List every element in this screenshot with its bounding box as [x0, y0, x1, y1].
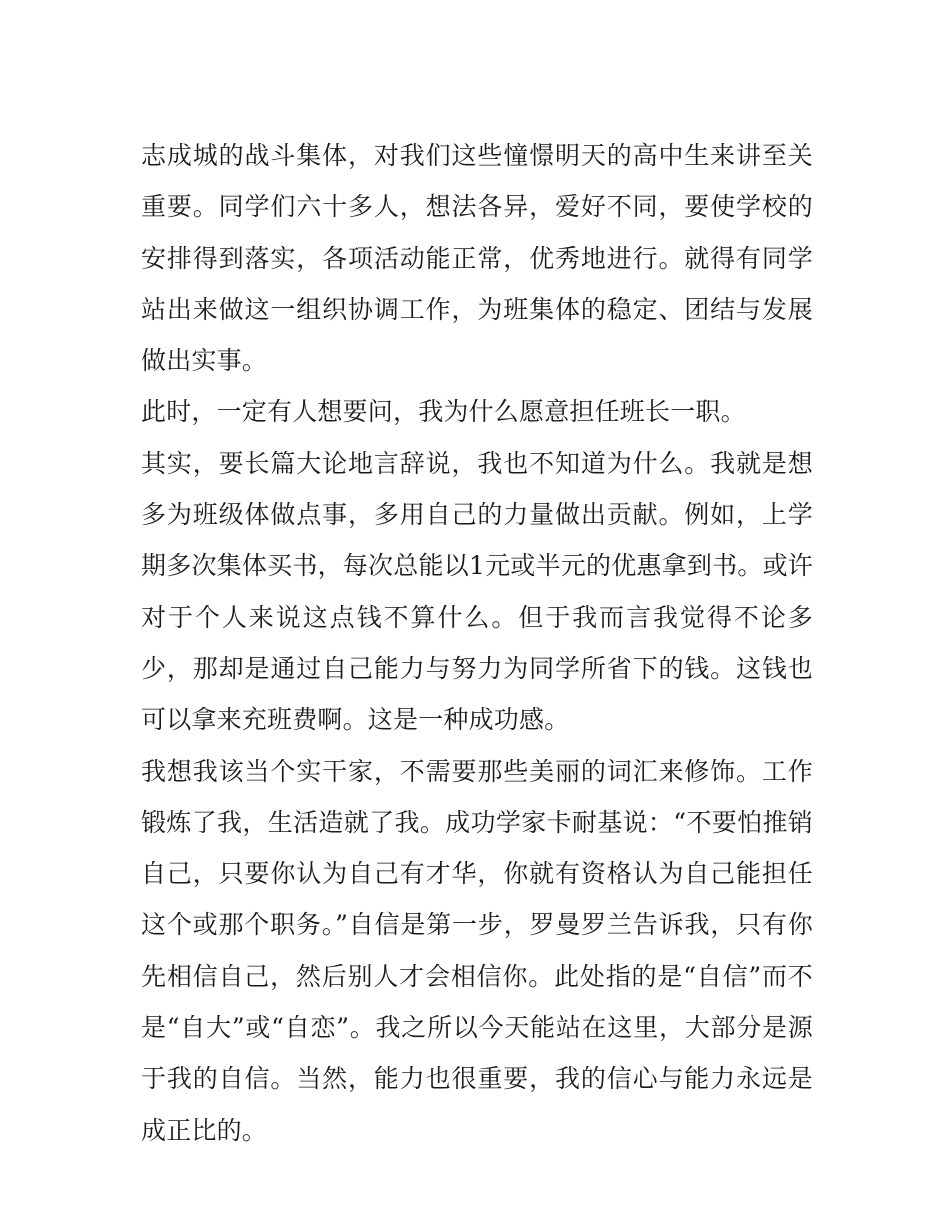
document-body — [141, 130, 813, 1156]
paragraph-2: 此时，一定有人想要问，我为什么愿意担任班长一职。 — [141, 397, 746, 427]
paragraph-3: 其实，要长篇大论地言辞说，我也不知道为什么。我就是想多为班级体做点事，多用自己的力量做出贡献。例如，上学期多次集体买书，每次总能以1元或半元的优惠拿到书。或许对于个人来说这点钱不算什么。但于我而言我觉得不论多少，那却是通过自己能力与努力为同学所省下的钱。这钱也可以拿来充班费啊。这是一种成功感。 — [141, 448, 813, 735]
paragraph-4: 我想我该当个实干家，不需要那些美丽的词汇来修饰。工作锻炼了我，生活造就了我。成功学家卡耐基说：“不要怕推销自己，只要你认为自己有才华，你就有资格认为自己能担任这个或那个职务。”自信是第一步，罗曼罗兰告诉我，只有你先相信自己，然后别人才会相信你。此处指的是“自信”而不是“自大”或“自恋”。我之所以今天能站在这里，大部分是源于我的自信。当然，能力也很重要，我的信心与能力永远是成正比的。 — [141, 756, 813, 1145]
paragraph-1: 志成城的战斗集体，对我们这些憧憬明天的高中生来讲至关重要。同学们六十多人，想法各异，爱好不同，要使学校的安排得到落实，各项活动能正常，优秀地进行。就得有同学站出来做这一组织协调工作，为班集体的稳定、团结与发展做出实事。 — [141, 141, 813, 376]
